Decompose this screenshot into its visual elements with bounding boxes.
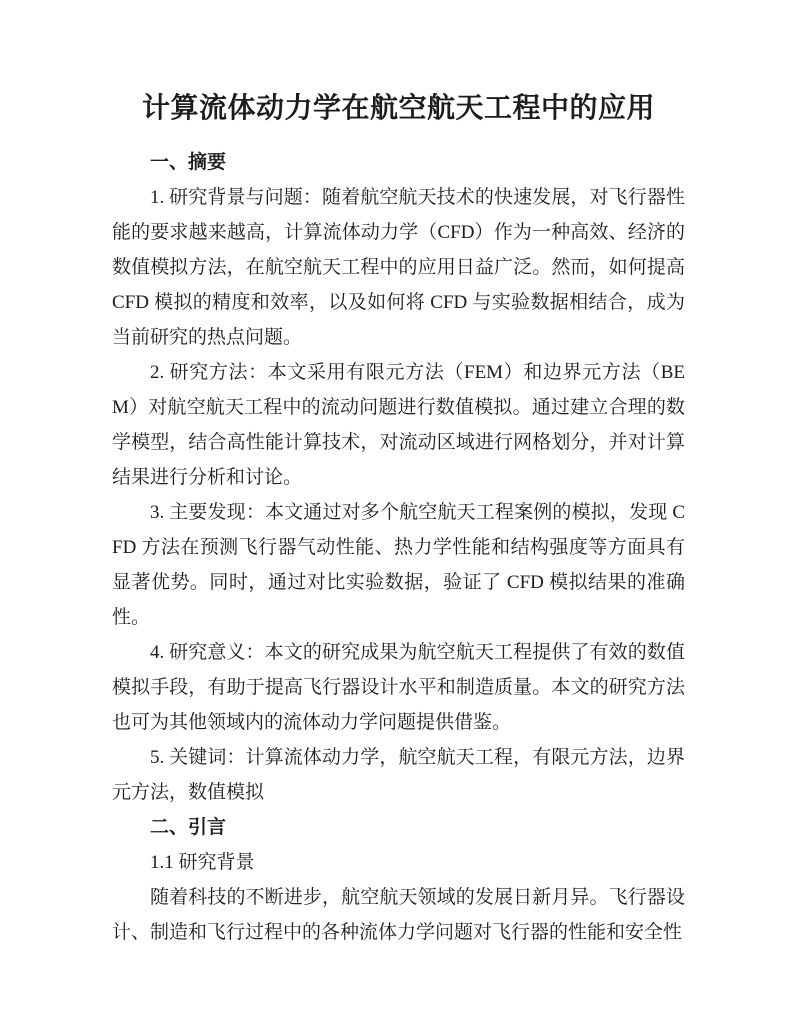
paragraph: 5. 关键词：计算流体动力学，航空航天工程，有限元方法，边界元方法，数值模拟 <box>112 747 685 803</box>
paragraph: 3. 主要发现：本文通过对多个航空航天工程案例的模拟，发现 CFD 方法在预测飞行器气动性能、热力学性能和结构强度等方面具有显著优势。同时，通过对比实验数据，验证了 CFD 模拟结果的准确性。 <box>112 502 685 628</box>
paragraph: 2. 研究方法：本文采用有限元方法（FEM）和边界元方法（BEM）对航空航天工程中的流动问题进行数值模拟。通过建立合理的数学模型，结合高性能计算技术，对流动区域进行网格划分，并对计算结果进行分析和讨论。 <box>112 362 685 488</box>
paragraph: 4. 研究意义：本文的研究成果为航空航天工程提供了有效的数值模拟手段，有助于提高飞行器设计水平和制造质量。本文的研究方法也可为其他领域内的流体动力学问题提供借鉴。 <box>112 642 685 733</box>
document-body <box>112 145 685 950</box>
document-title: 计算流体动力学在航空航天工程中的应用 <box>141 93 655 124</box>
section-subheading: 1.1 研究背景 <box>150 852 255 873</box>
paragraph: 1. 研究背景与问题：随着航空航天技术的快速发展，对飞行器性能的要求越来越高，计算流体动力学（CFD）作为一种高效、经济的数值模拟方法，在航空航天工程中的应用日益广泛。然而，如何提高 CFD 模拟的精度和效率，以及如何将 CFD 与实验数据相结合，成为当前研究的热点问题。 <box>112 187 685 348</box>
section-heading: 一、摘要 <box>150 152 227 173</box>
section-heading: 二、引言 <box>150 817 227 838</box>
paragraph: 随着科技的不断进步，航空航天领域的发展日新月异。飞行器设计、制造和飞行过程中的各种流体力学问题对飞行器的性能和安全性 <box>112 887 685 943</box>
